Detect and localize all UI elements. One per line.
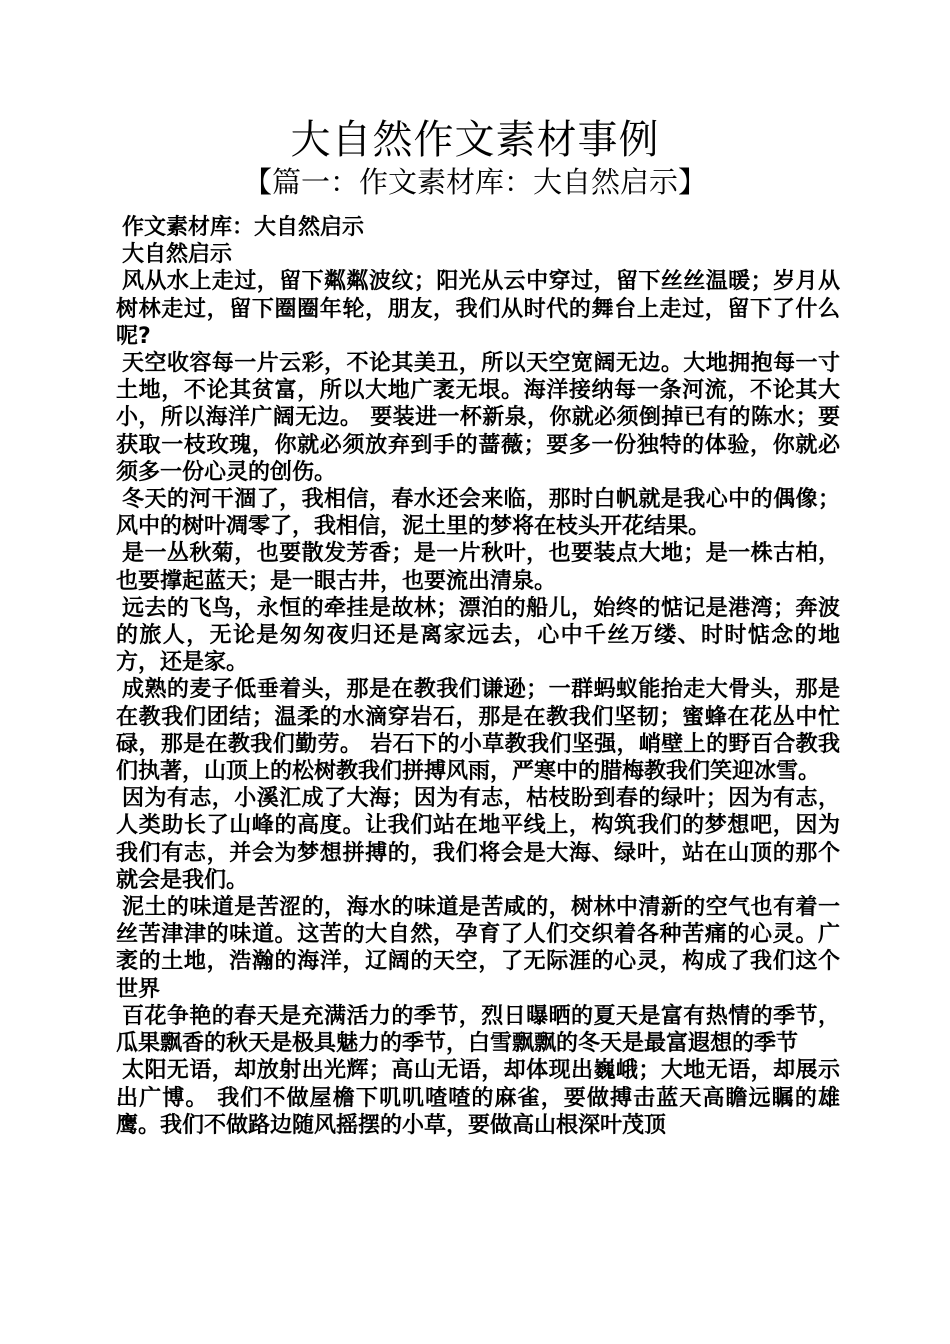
paragraph: 因为有志，小溪汇成了大海；因为有志，枯枝盼到春的绿叶；因为有志，人类助长了山峰的高度。让我们站在地平线上，构筑我们的梦想吧，因为我们有志，并会为梦想拼搏的，我们将会是大海、绿叶，站在山顶的那个就会是我们。 [116,786,840,893]
document-body [116,214,840,1139]
paragraph: 百花争艳的春天是充满活力的季节，烈日曝晒的夏天是富有热情的季节，瓜果飘香的秋天是极具魅力的季节，白雪飘飘的冬天是最富遐想的季节 [116,1003,840,1057]
document-title: 大自然作文素材事例 [290,117,660,163]
paragraph: 太阳无语，却放射出光辉；高山无语，却体现出巍峨；大地无语，却展示出广博。 我们不做屋檐下叽叽喳喳的麻雀，要做搏击蓝天高瞻远瞩的雄鹰。我们不做路边随风摇摆的小草，要做高山根深叶茂顶 [116,1058,840,1138]
paragraph: 冬天的河干涸了，我相信，春水还会来临，那时白帆就是我心中的偶像；风中的树叶凋零了，我相信，泥土里的梦将在枝头开花结果。 [116,487,840,540]
paragraph: 天空收容每一片云彩，不论其美丑，所以天空宽阔无边。大地拥抱每一寸土地，不论其贫富，所以大地广袤无垠。海洋接纳每一条河流，不论其大小，所以海洋广阔无边。 要装进一杯新泉，你就必须倒掉已有的陈水；要获取一枝玫瑰，你就必须放弃到手的蔷薇；要多一份独特的体验，你就必须多一份心灵的创伤。 [116,351,840,485]
paragraph: 风从水上走过，留下粼粼波纹；阳光从云中穿过，留下丝丝温暖；岁月从树林走过，留下圈圈年轮，朋友，我们从时代的舞台上走过，留下了什么呢? [116,269,840,349]
paragraph: 成熟的麦子低垂着头，那是在教我们谦逊；一群蚂蚁能抬走大骨头，那是在教我们团结；温柔的水滴穿岩石，那是在教我们坚韧；蜜蜂在花丛中忙碌，那是在教我们勤劳。 岩石下的小草教我们坚强，峭壁上的野百合教我们执著，山顶上的松树教我们拼搏风雨，严寒中的腊梅教我们笑迎冰雪。 [116,677,840,785]
paragraph: 作文素材库：大自然启示 [122,215,365,240]
document-subtitle: 【篇一：作文素材库：大自然启示】 [242,165,707,199]
paragraph: 大自然启示 [122,242,233,268]
paragraph: 远去的飞鸟，永恒的牵挂是故林；漂泊的船儿，始终的惦记是港湾；奔波的旅人，无论是匆匆夜归还是离家远去，心中千丝万缕、时时惦念的地方，还是家。 [116,595,840,676]
paragraph: 是一丛秋菊，也要散发芳香；是一片秋叶，也要装点大地；是一株古柏，也要撑起蓝天；是一眼古井，也要流出清泉。 [116,541,840,594]
paragraph: 泥土的味道是苦涩的，海水的味道是苦咸的，树林中清新的空气也有着一丝苦津津的味道。这苦的大自然，孕育了人们交织着各种苦痛的心灵。广袤的土地，浩瀚的海洋，辽阔的天空，了无际涯的心灵，构成了我们这个世界 [116,895,840,1002]
